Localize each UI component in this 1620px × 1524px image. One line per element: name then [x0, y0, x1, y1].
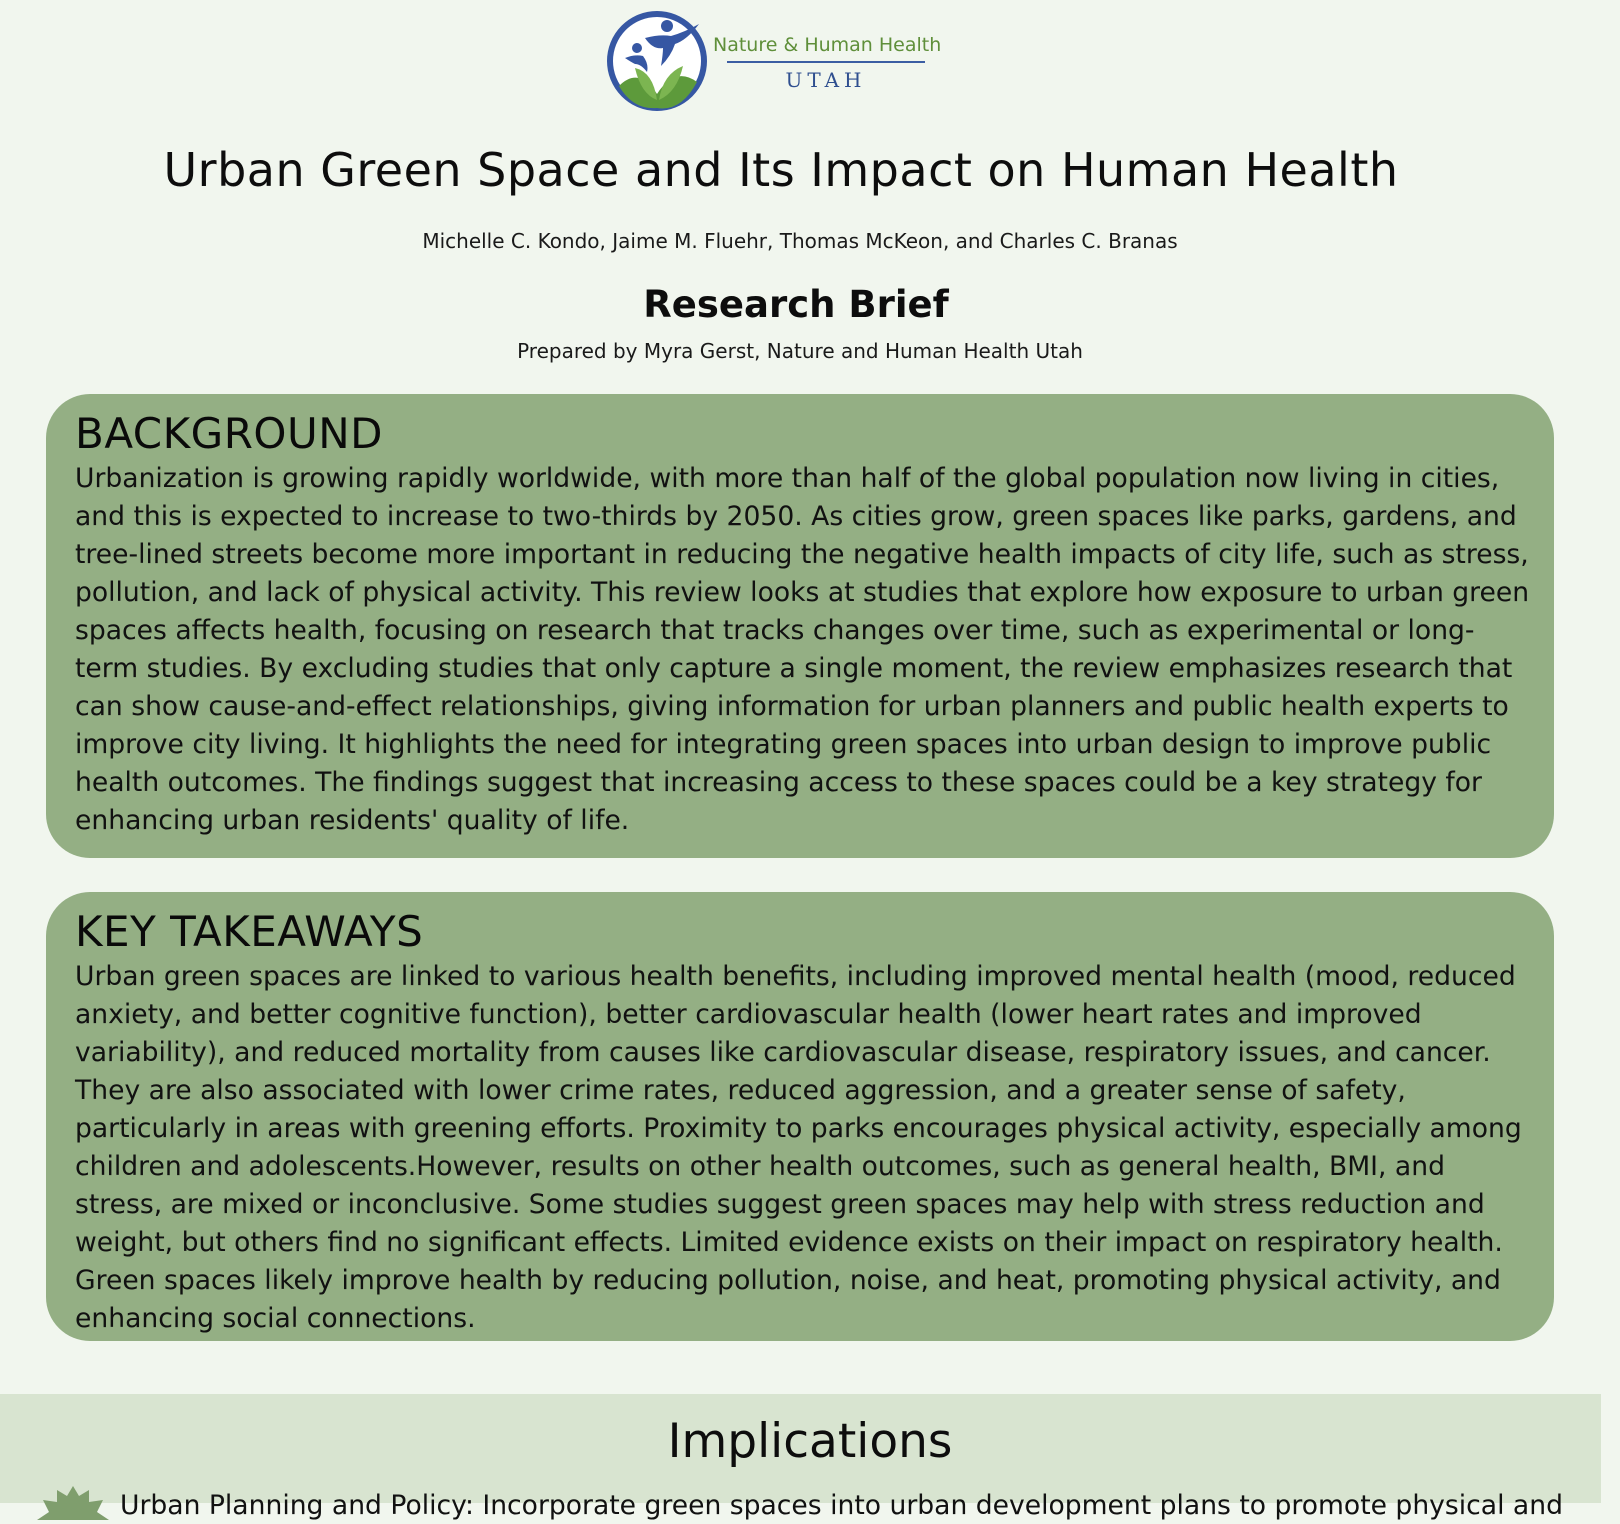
background-heading: BACKGROUND: [75, 409, 383, 458]
key-takeaways-body: Urban green spaces are linked to various health benefits, including improved mental health (mood, reduced anxiety, and better cognitive function), better cardiovascular health (lower heart rates and improved variability), and reduced mortality from causes like cardiovascular disease, respiratory issues, and cancer. They are also associated with lower crime rates, reduced aggression, and a greater sense of safety, particularly in areas with greening efforts. Proximity to parks encourages physical activity, especially among children and adolescents.However, results on other health outcomes, such as general health, BMI, and stress, are mixed or inconclusive. Some studies suggest green spaces may help with stress reduction and weight, but others find no significant effects. Limited evidence exists on their impact on respiratory health. Green spaces likely improve health by reducing pollution, noise, and heat, promoting physical activity, and enhancing social connections.: [75, 961, 1522, 1334]
prepared-by: Prepared by Myra Gerst, Nature and Human Health Utah: [517, 339, 1083, 363]
logo-subtitle: UTAH: [785, 68, 867, 92]
page-title: Urban Green Space and Its Impact on Human Health: [163, 143, 1399, 197]
logo: [605, 8, 945, 118]
key-takeaways-heading: KEY TAKEAWAYS: [75, 907, 424, 956]
starburst-bullet-icon: [37, 1484, 109, 1524]
authors: Michelle C. Kondo, Jaime M. Fluehr, Thomas McKeon, and Charles C. Branas: [422, 229, 1178, 253]
background-section: [46, 394, 1554, 858]
background-body: Urbanization is growing rapidly worldwide, with more than half of the global population now living in cities, and this is expected to increase to two-thirds by 2050. As cities grow, green spaces like parks, gardens, and tree-lined streets become more important in reducing the negative health impacts of city life, such as stress, pollution, and lack of physical activity. This review looks at studies that explore how exposure to urban green spaces affects health, focusing on research that tracks changes over time, such as experimental or long-term studies. By excluding studies that only capture a single moment, the review emphasizes research that can show cause-and-effect relationships, giving information for urban planners and public health experts to improve city living. It highlights the need for integrating green spaces into urban design to improve public health outcomes. The findings suggest that increasing access to these spaces could be a key strategy for enhancing urban residents' quality of life.: [75, 463, 1530, 836]
key-takeaways-section: [46, 892, 1554, 1341]
implications-first-item: Urban Planning and Policy: Incorporate green spaces into urban development plans to promote physical and: [120, 1490, 1563, 1521]
research-brief-heading: Research Brief: [643, 283, 949, 326]
implications-heading: Implications: [667, 1414, 953, 1469]
implications-section: [0, 1394, 1601, 1521]
logo-emblem-icon: [605, 8, 709, 114]
logo-name: Nature & Human Health: [713, 34, 942, 56]
logo-divider: [727, 61, 925, 63]
